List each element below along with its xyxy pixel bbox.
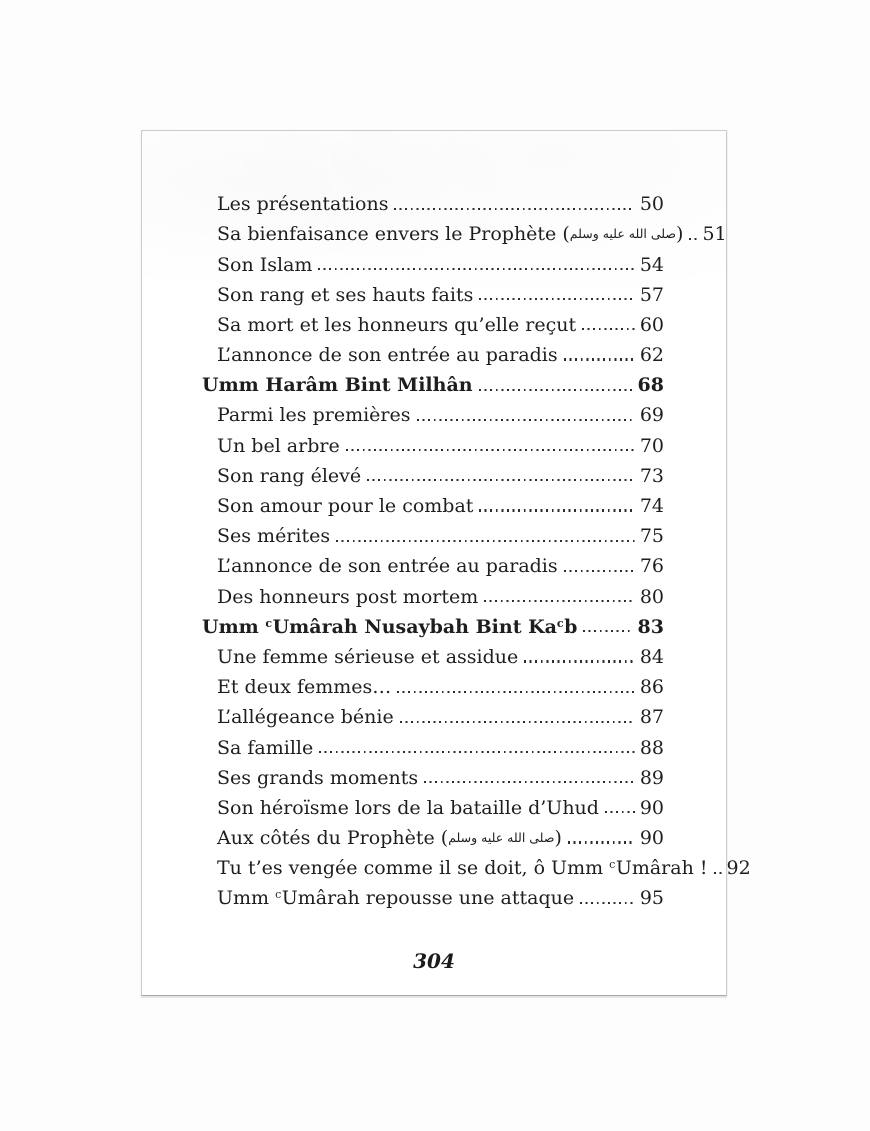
toc-entry-page-number: 75 [639,525,664,548]
toc-row [202,366,664,396]
toc-entry-page-number: 84 [639,645,664,668]
toc-row [217,879,664,909]
toc-row [217,245,664,275]
dot-leader [367,479,635,481]
toc-entry-page-number: 62 [639,344,664,367]
toc-row [217,517,664,547]
toc-row [217,215,727,246]
toc-entry-page-number: 83 [637,615,664,638]
toc-entry-page-number: 80 [639,585,664,608]
toc-entry-label: L’allégeance bénie [217,706,394,729]
toc-entry-label: Sa bienfaisance envers le Prophète (صلى الله عليه وسلم) [217,223,684,246]
toc-entry-label: Umm $^c$Umârah Nusaybah Bint Ka$^c$b [202,615,578,638]
toc-entry-label: Aux côtés du Prophète (صلى الله عليه وسلم) [217,827,562,850]
toc-entry-page-number: 88 [639,736,664,759]
toc-row [217,849,751,880]
dot-leader [479,298,634,300]
toc-entry-label: Un bel arbre [217,434,340,457]
toc-entry-label: Ses mérites [217,525,331,548]
toc-entry-page-number: 87 [639,706,664,729]
toc-entry-label: Umm Harâm Bint Milhân [202,374,473,397]
dot-leader [318,268,634,270]
salawat-honorific: صلى الله عليه وسلم [448,830,555,846]
toc-entry-page-number: 50 [639,193,664,216]
toc-entry-label: Son héroïsme lors de la bataille d’Uhud [217,796,599,819]
dot-leader [564,358,635,360]
toc-entry-page-number: 90 [639,796,664,819]
toc-entry-label: Son amour pour le combat [217,495,474,518]
toc-row [217,306,664,336]
dot-leader [397,691,635,693]
toc-entry-label: Umm $^c$Umârah repousse une attaque [217,887,575,910]
toc-entry-label: Parmi les premières [217,404,411,427]
toc-row [217,396,664,426]
toc-entry-label: L’annonce de son entrée au paradis [217,555,558,578]
dot-leader [479,389,633,391]
dot-leader [564,570,635,572]
toc-row [217,698,664,728]
dot-leader [479,509,634,511]
toc-entry-page-number: 70 [639,434,664,457]
toc-entry-page-number: 95 [639,887,664,910]
dot-leader [417,419,635,421]
dot-leader [582,328,635,330]
toc-row [217,276,664,306]
toc-entry-page-number: 89 [639,766,664,789]
toc-entry-label: Tu t’es vengée comme il se doit, ô Umm $^c$Umârah ! [217,857,708,880]
toc-entry-page-number: 73 [639,464,664,487]
dot-leader [346,449,635,451]
toc-entry-label: Son rang et ses hauts faits [217,283,474,306]
toc-row [217,728,664,758]
toc-row [217,487,664,517]
dot-leader [484,600,635,602]
toc-entry-label: Son Islam [217,253,313,276]
dot-leader [336,540,635,542]
dot-leader [605,811,635,813]
dot-leader [568,841,635,843]
dot-leader [524,660,635,662]
salawat-honorific: صلى الله عليه وسلم [569,226,677,242]
toc-row [202,608,664,638]
toc-row [217,185,664,215]
dot-leader [580,902,635,904]
toc-entry-page-number: 51 [702,223,727,246]
toc-row [217,638,664,668]
toc-list [202,185,751,910]
book-page-scan [141,130,751,996]
toc-entry-page-number: 54 [639,253,664,276]
toc-entry-page-number: 69 [639,404,664,427]
toc-row [217,457,664,487]
dot-leader [400,721,635,723]
toc-entry-page-number: 68 [637,374,664,397]
toc-entry-label: Des honneurs post mortem [217,585,479,608]
toc-entry-label: Sa famille [217,736,314,759]
toc-entry-page-number: 92 [726,857,751,880]
dot-leader [424,781,635,783]
dot-leader [689,238,697,240]
toc-row [217,427,664,457]
toc-row [217,547,664,577]
toc-row [217,577,664,607]
toc-row [217,789,664,819]
toc-entry-label: Les présentations [217,193,389,216]
toc-entry-page-number: 60 [639,313,664,336]
toc-row [217,668,664,698]
toc-entry-page-number: 86 [639,676,664,699]
toc-entry-label: Ses grands moments [217,766,419,789]
dot-leader [714,872,722,874]
toc-row [217,819,664,849]
toc-entry-label: Une femme sérieuse et assidue [217,645,519,668]
toc-entry-page-number: 76 [639,555,664,578]
folio-page-number: 304 [413,949,455,973]
toc-entry-label: Son rang élevé [217,464,362,487]
toc-entry-page-number: 57 [639,283,664,306]
dot-leader [319,751,635,753]
toc-entry-label: L’annonce de son entrée au paradis [217,344,558,367]
toc-row [217,336,664,366]
toc-entry-label: Sa mort et les honneurs qu’elle reçut [217,313,577,336]
dot-leader [583,630,632,632]
toc-entry-label: Et deux femmes… [217,676,392,699]
dot-leader [394,208,634,210]
toc-row [217,759,664,789]
toc-entry-page-number: 74 [639,495,664,518]
toc-entry-page-number: 90 [639,827,664,850]
